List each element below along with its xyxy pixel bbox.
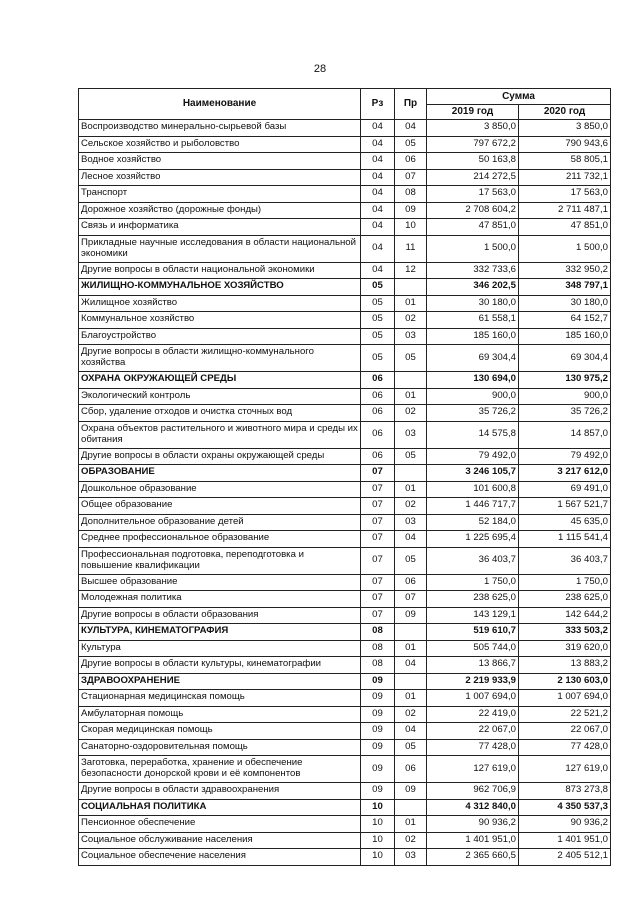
table-row	[79, 136, 611, 153]
row-value-2020: 1 007 694,0	[519, 690, 611, 707]
row-value-2019: 79 492,0	[427, 448, 519, 465]
row-rz: 05	[361, 279, 395, 296]
row-rz: 08	[361, 624, 395, 641]
row-rz: 07	[361, 574, 395, 591]
row-pr: 05	[395, 345, 427, 372]
row-name: Молодежная политика	[79, 591, 361, 608]
row-pr: 01	[395, 690, 427, 707]
row-value-2019: 3 850,0	[427, 120, 519, 137]
page-number: 28	[313, 63, 327, 75]
row-pr	[395, 465, 427, 482]
row-value-2019: 346 202,5	[427, 279, 519, 296]
table-row	[79, 574, 611, 591]
row-pr: 12	[395, 262, 427, 279]
row-rz: 04	[361, 120, 395, 137]
budget-table	[78, 88, 611, 866]
table-row	[79, 262, 611, 279]
row-name: Среднее профессиональное образование	[79, 531, 361, 548]
row-value-2020: 333 503,2	[519, 624, 611, 641]
row-rz: 05	[361, 345, 395, 372]
row-value-2020: 2 130 603,0	[519, 673, 611, 690]
row-name: ЗДРАВООХРАНЕНИЕ	[79, 673, 361, 690]
row-pr: 08	[395, 186, 427, 203]
row-value-2020: 3 850,0	[519, 120, 611, 137]
row-name: ОБРАЗОВАНИЕ	[79, 465, 361, 482]
row-pr: 05	[395, 448, 427, 465]
row-value-2019: 505 744,0	[427, 640, 519, 657]
row-value-2020: 1 115 541,4	[519, 531, 611, 548]
row-rz: 07	[361, 465, 395, 482]
table-row	[79, 832, 611, 849]
table-row	[79, 783, 611, 800]
table-row	[79, 690, 611, 707]
row-rz: 09	[361, 690, 395, 707]
row-rz: 09	[361, 723, 395, 740]
row-pr	[395, 624, 427, 641]
row-value-2020: 319 620,0	[519, 640, 611, 657]
header-rz: Рз	[361, 89, 395, 120]
row-pr: 03	[395, 421, 427, 448]
section-row	[79, 279, 611, 296]
row-name: Охрана объектов растительного и животного мира и среды их обитания	[79, 421, 361, 448]
row-name: Социальное обслуживание населения	[79, 832, 361, 849]
row-value-2019: 962 706,9	[427, 783, 519, 800]
row-value-2020: 69 304,4	[519, 345, 611, 372]
row-rz: 07	[361, 547, 395, 574]
row-pr: 04	[395, 723, 427, 740]
row-name: Водное хозяйство	[79, 153, 361, 170]
row-value-2019: 238 625,0	[427, 591, 519, 608]
row-value-2019: 2 219 933,9	[427, 673, 519, 690]
table-row	[79, 739, 611, 756]
table-row	[79, 481, 611, 498]
table-row	[79, 498, 611, 515]
row-value-2019: 30 180,0	[427, 295, 519, 312]
row-pr: 04	[395, 531, 427, 548]
row-value-2020: 64 152,7	[519, 312, 611, 329]
row-name: ОХРАНА ОКРУЖАЮЩЕЙ СРЕДЫ	[79, 372, 361, 389]
table-row	[79, 295, 611, 312]
row-value-2020: 142 644,2	[519, 607, 611, 624]
row-name: Жилищное хозяйство	[79, 295, 361, 312]
row-rz: 09	[361, 706, 395, 723]
row-pr: 07	[395, 591, 427, 608]
table-row	[79, 388, 611, 405]
row-value-2019: 143 129,1	[427, 607, 519, 624]
row-value-2019: 52 184,0	[427, 514, 519, 531]
section-row	[79, 673, 611, 690]
table-row	[79, 120, 611, 137]
row-pr: 01	[395, 481, 427, 498]
row-pr: 02	[395, 405, 427, 422]
row-value-2019: 90 936,2	[427, 816, 519, 833]
row-name: Транспорт	[79, 186, 361, 203]
row-name: Лесное хозяйство	[79, 169, 361, 186]
row-value-2019: 900,0	[427, 388, 519, 405]
row-name: Другие вопросы в области образования	[79, 607, 361, 624]
row-value-2020: 900,0	[519, 388, 611, 405]
row-pr	[395, 673, 427, 690]
row-value-2019: 47 851,0	[427, 219, 519, 236]
row-pr: 05	[395, 739, 427, 756]
row-pr: 02	[395, 832, 427, 849]
row-value-2020: 130 975,2	[519, 372, 611, 389]
row-rz: 04	[361, 153, 395, 170]
row-rz: 10	[361, 832, 395, 849]
row-pr: 07	[395, 169, 427, 186]
table-row	[79, 591, 611, 608]
row-pr: 06	[395, 153, 427, 170]
table-row	[79, 153, 611, 170]
row-name: Воспроизводство минерально-сырьевой базы	[79, 120, 361, 137]
row-rz: 05	[361, 328, 395, 345]
table-row	[79, 640, 611, 657]
row-name: Дополнительное образование детей	[79, 514, 361, 531]
table-body	[79, 120, 611, 866]
row-name: Культура	[79, 640, 361, 657]
row-name: Заготовка, переработка, хранение и обеспечение безопасности донорской крови и её компонентов	[79, 756, 361, 783]
row-rz: 07	[361, 481, 395, 498]
row-pr: 01	[395, 295, 427, 312]
row-pr	[395, 279, 427, 296]
table-row	[79, 202, 611, 219]
table-row	[79, 547, 611, 574]
header-year-2020: 2020 год	[519, 104, 611, 120]
row-pr: 10	[395, 219, 427, 236]
header-name: Наименование	[79, 89, 361, 120]
row-pr	[395, 799, 427, 816]
table-row	[79, 328, 611, 345]
row-value-2020: 90 936,2	[519, 816, 611, 833]
row-name: Пенсионное обеспечение	[79, 816, 361, 833]
row-pr: 09	[395, 607, 427, 624]
row-pr: 02	[395, 498, 427, 515]
row-value-2019: 1 401 951,0	[427, 832, 519, 849]
row-pr: 09	[395, 202, 427, 219]
row-value-2020: 22 521,2	[519, 706, 611, 723]
row-rz: 04	[361, 219, 395, 236]
row-rz: 07	[361, 591, 395, 608]
row-value-2019: 1 007 694,0	[427, 690, 519, 707]
row-value-2020: 22 067,0	[519, 723, 611, 740]
row-value-2020: 211 732,1	[519, 169, 611, 186]
row-value-2019: 2 365 660,5	[427, 849, 519, 866]
row-value-2019: 130 694,0	[427, 372, 519, 389]
table-row	[79, 514, 611, 531]
row-value-2019: 519 610,7	[427, 624, 519, 641]
row-value-2020: 4 350 537,3	[519, 799, 611, 816]
row-value-2019: 36 403,7	[427, 547, 519, 574]
table-row	[79, 816, 611, 833]
row-value-2020: 36 403,7	[519, 547, 611, 574]
row-rz: 06	[361, 421, 395, 448]
row-name: Дошкольное образование	[79, 481, 361, 498]
row-name: Общее образование	[79, 498, 361, 515]
row-value-2019: 22 067,0	[427, 723, 519, 740]
row-rz: 04	[361, 235, 395, 262]
row-rz: 06	[361, 372, 395, 389]
row-name: Экологический контроль	[79, 388, 361, 405]
row-rz: 09	[361, 673, 395, 690]
section-row	[79, 465, 611, 482]
row-pr: 04	[395, 657, 427, 674]
table-row	[79, 531, 611, 548]
row-name: СОЦИАЛЬНАЯ ПОЛИТИКА	[79, 799, 361, 816]
row-name: Другие вопросы в области жилищно-коммунального хозяйства	[79, 345, 361, 372]
table-row	[79, 607, 611, 624]
row-value-2019: 214 272,5	[427, 169, 519, 186]
row-name: Другие вопросы в области здравоохранения	[79, 783, 361, 800]
row-value-2019: 185 160,0	[427, 328, 519, 345]
row-name: Санаторно-оздоровительная помощь	[79, 739, 361, 756]
row-value-2019: 101 600,8	[427, 481, 519, 498]
row-value-2020: 332 950,2	[519, 262, 611, 279]
row-value-2019: 1 446 717,7	[427, 498, 519, 515]
row-rz: 08	[361, 640, 395, 657]
row-name: Амбулаторная помощь	[79, 706, 361, 723]
row-value-2019: 22 419,0	[427, 706, 519, 723]
row-value-2020: 69 491,0	[519, 481, 611, 498]
row-value-2020: 2 405 512,1	[519, 849, 611, 866]
row-rz: 04	[361, 186, 395, 203]
row-value-2020: 873 273,8	[519, 783, 611, 800]
header-year-2019: 2019 год	[427, 104, 519, 120]
row-value-2020: 47 851,0	[519, 219, 611, 236]
row-value-2019: 797 672,2	[427, 136, 519, 153]
table-row	[79, 235, 611, 262]
row-pr: 04	[395, 120, 427, 137]
header-sum: Сумма	[427, 89, 611, 105]
row-rz: 04	[361, 202, 395, 219]
table-row	[79, 186, 611, 203]
row-value-2019: 4 312 840,0	[427, 799, 519, 816]
row-rz: 04	[361, 169, 395, 186]
row-rz: 10	[361, 799, 395, 816]
row-value-2020: 30 180,0	[519, 295, 611, 312]
table-row	[79, 657, 611, 674]
row-rz: 09	[361, 783, 395, 800]
row-value-2020: 1 401 951,0	[519, 832, 611, 849]
table-row	[79, 312, 611, 329]
row-pr: 03	[395, 849, 427, 866]
row-rz: 06	[361, 405, 395, 422]
row-value-2020: 348 797,1	[519, 279, 611, 296]
table-row	[79, 849, 611, 866]
row-name: Стационарная медицинская помощь	[79, 690, 361, 707]
row-rz: 07	[361, 531, 395, 548]
row-value-2019: 50 163,8	[427, 153, 519, 170]
header-pr: Пр	[395, 89, 427, 120]
row-pr	[395, 372, 427, 389]
row-value-2020: 79 492,0	[519, 448, 611, 465]
row-value-2019: 61 558,1	[427, 312, 519, 329]
row-name: Социальное обеспечение населения	[79, 849, 361, 866]
row-rz: 05	[361, 295, 395, 312]
row-name: Связь и информатика	[79, 219, 361, 236]
row-value-2019: 13 866,7	[427, 657, 519, 674]
row-value-2019: 1 500,0	[427, 235, 519, 262]
row-pr: 01	[395, 816, 427, 833]
row-pr: 03	[395, 328, 427, 345]
row-value-2019: 1 750,0	[427, 574, 519, 591]
row-name: Коммунальное хозяйство	[79, 312, 361, 329]
row-pr: 01	[395, 640, 427, 657]
row-rz: 07	[361, 498, 395, 515]
row-value-2020: 13 883,2	[519, 657, 611, 674]
row-rz: 07	[361, 607, 395, 624]
section-row	[79, 372, 611, 389]
row-value-2019: 1 225 695,4	[427, 531, 519, 548]
row-rz: 04	[361, 262, 395, 279]
row-value-2020: 17 563,0	[519, 186, 611, 203]
row-value-2020: 2 711 487,1	[519, 202, 611, 219]
table-row	[79, 169, 611, 186]
row-rz: 06	[361, 388, 395, 405]
row-value-2020: 185 160,0	[519, 328, 611, 345]
row-value-2020: 14 857,0	[519, 421, 611, 448]
row-pr: 05	[395, 136, 427, 153]
row-name: ЖИЛИЩНО-КОММУНАЛЬНОЕ ХОЗЯЙСТВО	[79, 279, 361, 296]
row-value-2020: 35 726,2	[519, 405, 611, 422]
row-pr: 01	[395, 388, 427, 405]
row-value-2019: 14 575,8	[427, 421, 519, 448]
table-row	[79, 219, 611, 236]
row-name: КУЛЬТУРА, КИНЕМАТОГРАФИЯ	[79, 624, 361, 641]
row-pr: 06	[395, 756, 427, 783]
row-value-2020: 77 428,0	[519, 739, 611, 756]
row-name: Профессиональная подготовка, переподготовка и повышение квалификации	[79, 547, 361, 574]
row-rz: 04	[361, 136, 395, 153]
row-value-2020: 127 619,0	[519, 756, 611, 783]
row-name: Благоустройство	[79, 328, 361, 345]
row-pr: 02	[395, 706, 427, 723]
row-value-2020: 238 625,0	[519, 591, 611, 608]
row-value-2019: 69 304,4	[427, 345, 519, 372]
row-rz: 10	[361, 849, 395, 866]
table-row	[79, 448, 611, 465]
row-rz: 09	[361, 756, 395, 783]
row-value-2019: 17 563,0	[427, 186, 519, 203]
table-row	[79, 756, 611, 783]
table-row	[79, 405, 611, 422]
row-value-2019: 35 726,2	[427, 405, 519, 422]
row-name: Дорожное хозяйство (дорожные фонды)	[79, 202, 361, 219]
table-row	[79, 723, 611, 740]
table-row	[79, 706, 611, 723]
row-name: Сбор, удаление отходов и очистка сточных вод	[79, 405, 361, 422]
row-name: Высшее образование	[79, 574, 361, 591]
row-value-2019: 77 428,0	[427, 739, 519, 756]
row-pr: 03	[395, 514, 427, 531]
table-row	[79, 345, 611, 372]
row-rz: 07	[361, 514, 395, 531]
row-name: Другие вопросы в области культуры, кинематографии	[79, 657, 361, 674]
row-value-2020: 1 750,0	[519, 574, 611, 591]
section-row	[79, 799, 611, 816]
row-value-2020: 3 217 612,0	[519, 465, 611, 482]
row-pr: 11	[395, 235, 427, 262]
row-value-2020: 1 567 521,7	[519, 498, 611, 515]
row-value-2019: 127 619,0	[427, 756, 519, 783]
section-row	[79, 624, 611, 641]
row-value-2020: 45 635,0	[519, 514, 611, 531]
row-rz: 09	[361, 739, 395, 756]
table-row	[79, 421, 611, 448]
row-name: Скорая медицинская помощь	[79, 723, 361, 740]
row-name: Прикладные научные исследования в области национальной экономики	[79, 235, 361, 262]
row-name: Другие вопросы в области охраны окружающей среды	[79, 448, 361, 465]
row-value-2020: 1 500,0	[519, 235, 611, 262]
row-rz: 05	[361, 312, 395, 329]
row-rz: 06	[361, 448, 395, 465]
row-pr: 09	[395, 783, 427, 800]
row-pr: 06	[395, 574, 427, 591]
row-value-2019: 332 733,6	[427, 262, 519, 279]
row-rz: 10	[361, 816, 395, 833]
row-pr: 02	[395, 312, 427, 329]
row-value-2020: 790 943,6	[519, 136, 611, 153]
row-value-2019: 3 246 105,7	[427, 465, 519, 482]
row-name: Сельское хозяйство и рыболовство	[79, 136, 361, 153]
row-rz: 08	[361, 657, 395, 674]
row-name: Другие вопросы в области национальной экономики	[79, 262, 361, 279]
row-value-2020: 58 805,1	[519, 153, 611, 170]
row-pr: 05	[395, 547, 427, 574]
row-value-2019: 2 708 604,2	[427, 202, 519, 219]
